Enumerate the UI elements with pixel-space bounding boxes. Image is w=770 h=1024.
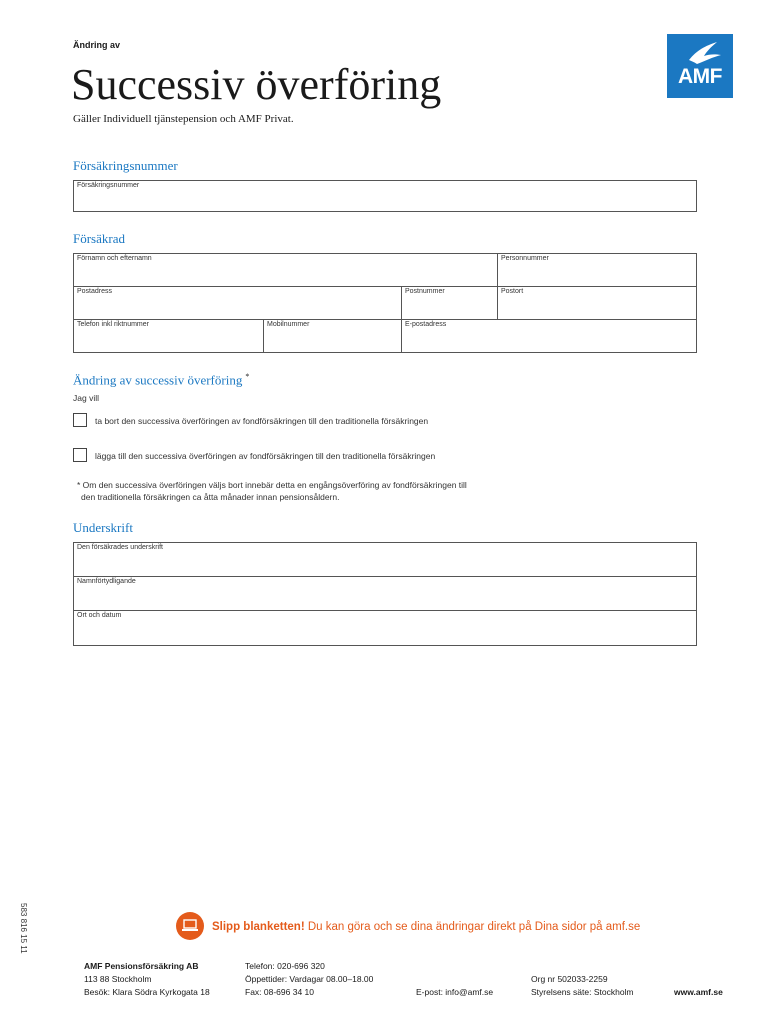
name-clarification-field[interactable] <box>73 576 697 611</box>
phone-field[interactable] <box>73 319 264 353</box>
form-code: 583 816 15 11 <box>19 903 28 954</box>
add-transfer-checkbox[interactable] <box>73 448 87 462</box>
section-title-change <box>73 372 249 388</box>
footer-company: AMF Pensionsförsäkring AB <box>84 961 199 971</box>
change-intro: Jag vill <box>73 393 99 403</box>
laptop-icon <box>176 912 204 940</box>
option-label: ta bort den successiva överföringen av fondförsäkringen till den traditionella försäkringen <box>95 416 429 426</box>
page-title: Successiv överföring <box>71 60 442 109</box>
field-label: Förnamn och efternamn <box>77 255 152 262</box>
policy-number-field[interactable] <box>73 180 697 212</box>
address-field[interactable] <box>73 286 402 320</box>
section-title-insured: Försäkrad <box>73 231 125 246</box>
name-field[interactable] <box>73 253 498 287</box>
footer-org-number: Org nr 502033-2259 <box>531 974 608 984</box>
field-label: Försäkringsnummer <box>77 182 140 189</box>
remove-transfer-checkbox[interactable] <box>73 413 87 427</box>
signature-grid <box>73 542 697 646</box>
section-title-signature: Underskrift <box>73 520 133 535</box>
footer-postal: 113 88 Stockholm <box>84 974 152 984</box>
footer-visit: Besök: Klara Södra Kyrkogata 18 <box>84 987 210 997</box>
footnote-line: * Om den successiva överföringen väljs bort innebär detta en engångsöverföring av fondförsäkringen till <box>77 480 467 490</box>
postal-code-field[interactable] <box>401 286 498 320</box>
page-subtitle: Gäller Individuell tjänstepension och AMF Privat. <box>73 113 294 125</box>
personal-number-field[interactable] <box>497 253 697 287</box>
footer-hours: Öppettider: Vardagar 08.00–18.00 <box>245 974 374 984</box>
option-label: lägga till den successiva överföringen av fondförsäkringen till den traditionella försäkringen <box>95 451 436 461</box>
field-label: Den försäkrades underskrift <box>77 544 163 551</box>
footnote-marker: * <box>245 372 250 381</box>
section-title-policy: Försäkringsnummer <box>73 158 178 173</box>
footnote-line: den traditionella försäkringen ca åtta månader innan pensionsåldern. <box>81 492 340 502</box>
place-date-field[interactable] <box>73 610 697 646</box>
footer-org <box>531 973 634 999</box>
form-kicker: Ändring av <box>73 40 121 50</box>
field-label: Mobilnummer <box>267 321 310 328</box>
promo-bold: Slipp blanketten! <box>212 921 305 933</box>
field-label: Personnummer <box>501 255 549 262</box>
insured-grid <box>73 253 697 353</box>
mobile-field[interactable] <box>263 319 402 353</box>
footer-address <box>84 960 210 999</box>
city-field[interactable] <box>497 286 697 320</box>
footer-seat: Styrelsens säte: Stockholm <box>531 987 634 997</box>
promo-text <box>212 921 640 933</box>
field-label: E-postadress <box>405 321 447 328</box>
promo-body: Du kan göra och se dina ändringar direkt på Dina sidor på amf.se <box>304 921 641 933</box>
field-label: Postnummer <box>405 288 445 295</box>
footer-web-link[interactable]: www.amf.se <box>674 987 723 997</box>
field-label: Telefon inkl riktnummer <box>77 321 149 328</box>
signature-field[interactable] <box>73 542 697 577</box>
email-field[interactable] <box>401 319 697 353</box>
footer-email[interactable]: E-post: info@amf.se <box>416 987 494 997</box>
field-label: Ort och datum <box>77 612 122 619</box>
section-title-text: Ändring av successiv överföring <box>73 372 243 388</box>
footer-contact <box>245 960 373 999</box>
footer-phone: Telefon: 020-696 320 <box>245 961 325 971</box>
footnote <box>77 479 507 503</box>
field-label: Postadress <box>77 288 113 295</box>
field-label: Postort <box>501 288 524 295</box>
footer-fax: Fax: 08-696 34 10 <box>245 987 314 997</box>
logo-text: AMF <box>678 65 722 88</box>
field-label: Namnförtydligande <box>77 578 136 585</box>
amf-logo <box>667 34 733 98</box>
